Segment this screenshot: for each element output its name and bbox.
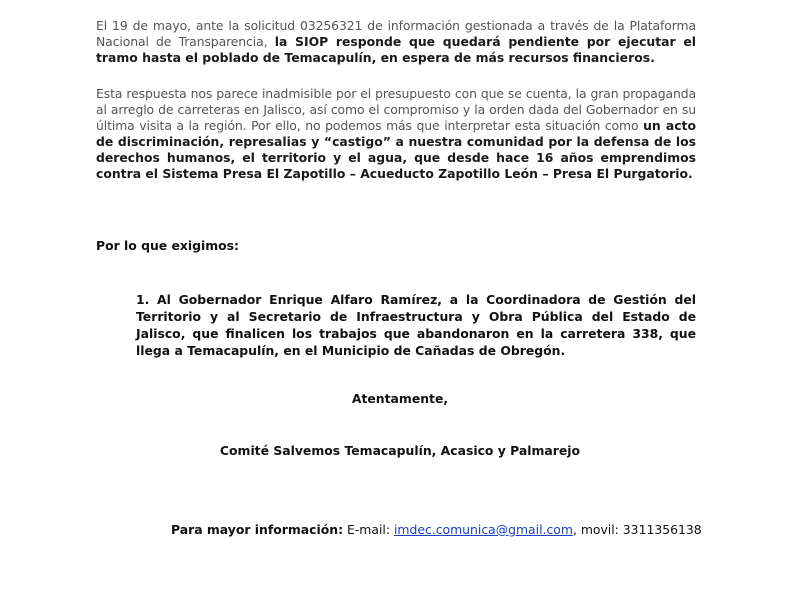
email-link[interactable]: imdec.comunica@gmail.com [393,522,573,537]
demand-item: 1. Al Gobernador Enrique Alfaro Ramírez, a la Coordinadora de Gestión del Territorio y al Secretario de Infraestructura y Obra Pública del Estado de Jalisco, que finalicen los trabajos que abandonaron en la carretera 338, que llega a Temacapulín, en el Municipio de Cañadas de Obregón. [136,292,696,358]
paragraph-interpretation [96,86,696,182]
contact-line [171,522,702,537]
paragraph-text: El 19 de mayo, ante la solicitud 03256321 de información gestionada a través de la Plataforma Nacional de Transparencia, [96,18,696,49]
paragraph-siop-response [96,18,696,66]
paragraph-text: Esta respuesta nos parece inadmisible por el presupuesto con que se cuenta, la gran propaganda al arreglo de carreteras en Jalisco, así como el compromiso y la orden dada del Gobernador en su última visita a la región. Por ello, no podemos más que interpretar esta situación como [96,86,696,133]
paragraph-bold-text: la SIOP responde que quedará pendiente por ejecutar el tramo hasta el poblado de Temacapulín, en espera de más recursos financieros. [96,34,696,65]
email-label: E-mail: [343,522,394,537]
demand-heading: Por lo que exigimos: [96,238,240,253]
contact-label: Para mayor información: [171,522,344,537]
signature-committee: Comité Salvemos Temacapulín, Acasico y Palmarejo [219,443,581,458]
phone-number: 3311356138 [622,522,702,537]
closing-salutation: Atentamente, [351,391,449,406]
paragraph-bold-text: un acto de discriminación, represalias y “castigo” a nuestra comunidad por la defensa de los derechos humanos, el territorio y el agua, que desde hace 16 años emprendimos contra el Sistema Presa El Zapotillo – Acueducto Zapotillo León – Presa El Purgatorio. [96,118,696,181]
phone-label: , movil: [572,522,623,537]
